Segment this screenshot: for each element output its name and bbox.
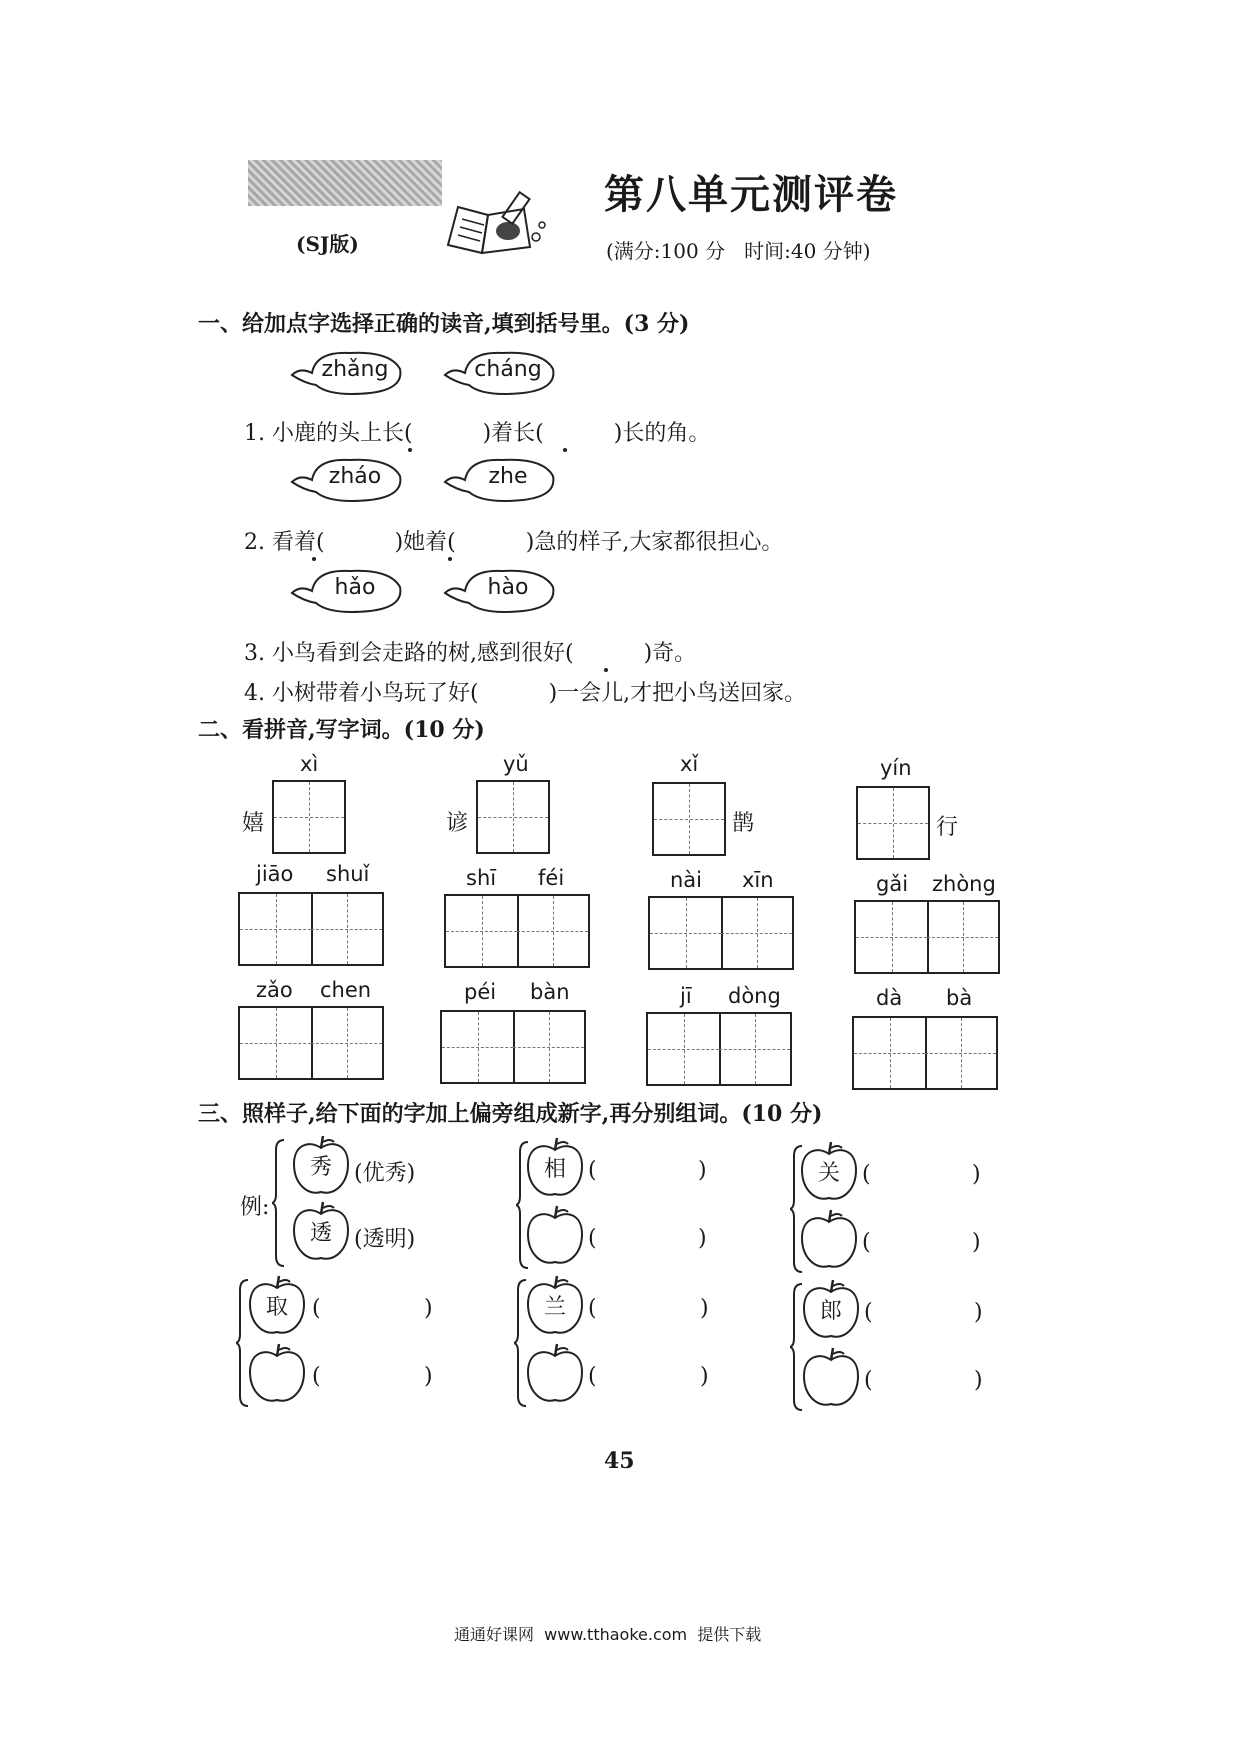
answer-paren-open: ( xyxy=(862,1230,871,1255)
writing-box-double[interactable] xyxy=(444,894,590,968)
apple-frame-empty[interactable] xyxy=(800,1346,862,1408)
answer-paren-close: ) xyxy=(972,1230,981,1255)
apple-frame-empty[interactable] xyxy=(798,1208,860,1270)
pinyin-leaf: zhe xyxy=(443,452,559,506)
apple-frame: 相 xyxy=(524,1136,586,1198)
apple-frame-empty[interactable] xyxy=(524,1204,586,1266)
pinyin-label: chen xyxy=(320,978,372,1002)
pinyin-label: bà xyxy=(946,986,973,1010)
given-char: 谚 xyxy=(446,811,469,836)
emphasis-dot xyxy=(448,557,452,561)
given-char: 嬉 xyxy=(242,811,265,836)
section-2-heading: 二、看拼音,写字词。(10 分) xyxy=(198,717,485,743)
writing-box-double[interactable] xyxy=(238,1006,384,1080)
writing-box[interactable] xyxy=(272,780,346,854)
page-title: 第八单元测评卷 xyxy=(604,171,898,218)
pinyin-label: yín xyxy=(880,756,912,780)
apple-frame: 透 xyxy=(290,1200,352,1262)
apple-frame-empty[interactable] xyxy=(524,1342,586,1404)
pinyin-leaf: zhǎng xyxy=(290,345,406,399)
question-line-2: 2. 看着( )她着( )急的样子,大家都很担心。 xyxy=(244,530,784,555)
answer-paren-close: ) xyxy=(698,1226,707,1251)
apple-frame: 郎 xyxy=(800,1278,862,1340)
pinyin-label: nài xyxy=(670,868,703,892)
writing-box-double[interactable] xyxy=(648,896,794,970)
pinyin-label: shī xyxy=(466,866,497,890)
example-word: (优秀) xyxy=(354,1161,416,1186)
pinyin-label: shuǐ xyxy=(326,862,370,886)
answer-paren-close: ) xyxy=(424,1296,433,1321)
answer-paren-close: ) xyxy=(974,1300,983,1325)
writing-box[interactable] xyxy=(652,782,726,856)
question-line-3: 3. 小鸟看到会走路的树,感到很好( )奇。 xyxy=(244,641,697,666)
pinyin-label: gǎi xyxy=(876,872,909,896)
writing-box-double[interactable] xyxy=(854,900,1000,974)
apple-frame: 关 xyxy=(798,1140,860,1202)
book-reading-illustration xyxy=(440,185,550,257)
pinyin-leaf: cháng xyxy=(443,345,559,399)
answer-paren-close: ) xyxy=(700,1364,709,1389)
answer-paren-open: ( xyxy=(312,1296,321,1321)
apple-frame: 秀 xyxy=(290,1134,352,1196)
section-1-heading: 一、给加点字选择正确的读音,填到括号里。(3 分) xyxy=(198,311,690,337)
emphasis-dot xyxy=(563,448,567,452)
answer-paren-close: ) xyxy=(974,1368,983,1393)
example-label: 例: xyxy=(240,1195,270,1220)
question-line-1: 1. 小鹿的头上长( )着长( )长的角。 xyxy=(244,421,711,446)
given-char: 鹊 xyxy=(732,811,755,836)
given-char: 行 xyxy=(936,815,959,840)
answer-paren-open: ( xyxy=(864,1300,873,1325)
brace xyxy=(272,1138,286,1268)
footer-credit: 通通好课网 www.tthaoke.com 提供下载 xyxy=(454,1625,762,1644)
apple-frame-empty[interactable] xyxy=(246,1342,308,1404)
answer-paren-close: ) xyxy=(698,1158,707,1183)
answer-paren-open: ( xyxy=(588,1226,597,1251)
writing-box-double[interactable] xyxy=(646,1012,792,1086)
answer-paren-open: ( xyxy=(588,1296,597,1321)
pinyin-label: péi xyxy=(464,980,497,1004)
writing-box-double[interactable] xyxy=(852,1016,998,1090)
pinyin-label: xì xyxy=(300,752,319,776)
pinyin-label: féi xyxy=(538,866,565,890)
pinyin-label: dà xyxy=(876,986,903,1010)
answer-paren-close: ) xyxy=(700,1296,709,1321)
answer-paren-open: ( xyxy=(588,1158,597,1183)
answer-paren-close: ) xyxy=(972,1162,981,1187)
writing-box-double[interactable] xyxy=(440,1010,586,1084)
pinyin-leaf: hào xyxy=(443,563,559,617)
pinyin-label: jiāo xyxy=(256,862,294,886)
answer-paren-open: ( xyxy=(864,1368,873,1393)
pinyin-label: bàn xyxy=(530,980,570,1004)
pinyin-label: jī xyxy=(680,984,692,1008)
pinyin-label: zǎo xyxy=(256,978,293,1002)
pinyin-label: xǐ xyxy=(680,752,699,776)
section-3-heading: 三、照样子,给下面的字加上偏旁组成新字,再分别组词。(10 分) xyxy=(198,1101,823,1127)
edition-label: (SJ版) xyxy=(296,232,359,256)
answer-paren-open: ( xyxy=(312,1364,321,1389)
pinyin-label: xīn xyxy=(742,868,774,892)
pinyin-leaf: hǎo xyxy=(290,563,406,617)
answer-paren-close: ) xyxy=(424,1364,433,1389)
writing-box[interactable] xyxy=(476,780,550,854)
emphasis-dot xyxy=(312,557,316,561)
pinyin-label: zhòng xyxy=(932,872,996,896)
pinyin-leaf: zháo xyxy=(290,452,406,506)
page-number: 45 xyxy=(604,1448,635,1474)
pinyin-label: yǔ xyxy=(503,752,529,776)
pinyin-label: dòng xyxy=(728,984,781,1008)
emphasis-dot xyxy=(408,448,412,452)
gray-banner-stamp xyxy=(248,160,442,206)
writing-box-double[interactable] xyxy=(238,892,384,966)
apple-frame: 兰 xyxy=(524,1274,586,1336)
emphasis-dot xyxy=(604,668,608,672)
example-word: (透明) xyxy=(354,1227,416,1252)
apple-frame: 取 xyxy=(246,1274,308,1336)
writing-box[interactable] xyxy=(856,786,930,860)
question-line-4: 4. 小树带着小鸟玩了好( )一会儿,才把小鸟送回家。 xyxy=(244,681,807,706)
answer-paren-open: ( xyxy=(588,1364,597,1389)
answer-paren-open: ( xyxy=(862,1162,871,1187)
score-time-info: (满分:100 分 时间:40 分钟) xyxy=(606,239,871,263)
